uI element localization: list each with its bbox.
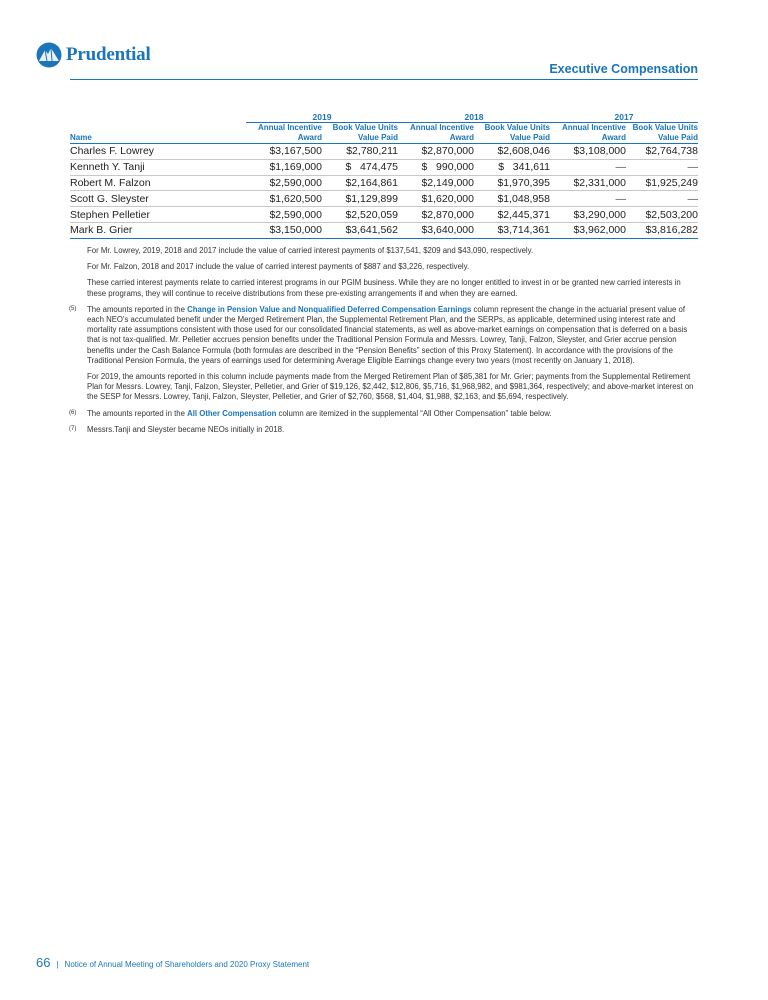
cell: $2,870,000 [398,144,474,160]
cell: $2,164,861 [322,175,398,191]
cell: $2,590,000 [246,175,322,191]
table-row [70,175,698,191]
name-header: Name [70,123,246,144]
note-lowrey-carried-interest: For Mr. Lowrey, 2019, 2018 and 2017 include the value of carried interest payments of $137,541, $209 and $43,090, respectively. [87,246,534,255]
cell: $2,445,371 [474,207,550,223]
cell: $3,640,000 [398,222,474,238]
cell: $3,714,361 [474,222,550,238]
cell: — [550,191,626,207]
cell: $2,590,000 [246,207,322,223]
cell: $2,870,000 [398,207,474,223]
col-header: Annual Incentive Award [550,123,626,144]
col-header: Book Value Units Value Paid [322,123,398,144]
cell: $1,970,395 [474,175,550,191]
cell: $2,608,046 [474,144,550,160]
table-row [70,222,698,238]
note-text: The amounts reported in the [87,408,188,418]
year-header-row [70,112,698,123]
cell: $ 341,611 [474,159,550,175]
note-text: column are itemized in the supplemental “All Other Compensation” table below. [276,408,552,418]
cell: $ 474,475 [322,159,398,175]
row-name: Mark B. Grier [70,222,246,238]
cell: — [626,159,698,175]
footnotes [70,246,698,441]
cell: $2,764,738 [626,144,698,160]
cell: $1,620,500 [246,191,322,207]
cell: $1,129,899 [322,191,398,207]
cell: — [550,159,626,175]
year-2018: 2018 [398,112,550,123]
col-header: Annual Incentive Award [246,123,322,144]
cell: $3,641,562 [322,222,398,238]
table-row [70,207,698,223]
logo-text: Prudential [66,44,151,65]
cell: $2,149,000 [398,175,474,191]
col-header: Book Value Units Value Paid [474,123,550,144]
prudential-logo [36,42,151,68]
note-text: Messrs.Tanji and Sleyster became NEOs initially in 2018. [87,424,285,434]
page-footer [36,955,309,970]
table-row [70,191,698,207]
column-header-row [70,123,698,144]
cell: $1,620,000 [398,191,474,207]
footnote-5 [69,304,698,366]
note-bold-term: Change in Pension Value and Nonqualified Deferred Compensation Earnings [187,304,472,314]
footnote-marker: (7) [69,425,77,432]
section-title: Executive Compensation [549,62,698,76]
footnote-7 [69,424,698,435]
rock-logo-icon [36,42,62,68]
cell: $3,167,500 [246,144,322,160]
cell: $3,962,000 [550,222,626,238]
cell: $1,925,249 [626,175,698,191]
row-name: Charles F. Lowrey [70,144,246,160]
cell: $3,816,282 [626,222,698,238]
note-bold-term: All Other Compensation [187,408,277,418]
cell: $3,108,000 [550,144,626,160]
year-2017: 2017 [550,112,698,123]
table-row [70,144,698,160]
col-header: Annual Incentive Award [398,123,474,144]
note-falzon-carried-interest: For Mr. Falzon, 2018 and 2017 include the value of carried interest payments of $887 and $3,226, respectively. [87,262,470,272]
cell: $1,169,000 [246,159,322,175]
year-2019: 2019 [246,112,398,123]
cell: $2,503,200 [626,207,698,223]
row-name: Kenneth Y. Tanji [70,159,246,175]
note-carried-interest-programs: These carried interest payments relate to carried interest programs in our PGIM business. While they are no longer entitled to invest in or be granted new carried interests in these programs, they will continue to receive distributions from these pre-existing arrangements if and when they are earned. [87,278,681,298]
row-name: Scott G. Sleyster [70,191,246,207]
row-name: Stephen Pelletier [70,207,246,223]
compensation-table [70,112,698,239]
footnote-marker: (6) [69,409,77,416]
footer-separator: | [56,960,59,969]
note-text: column represent the change in the actuarial present value of each NEO's accumulated benefit under the Merged Retirement Plan, the Supplemental Retirement Plan, and the SERPs, as applicable, determined using interest rate and mortality rate assumptions consistent with those used for our consolidated financial statements, as well as above-market earnings on compensation that is deferred on a basis that is not tax-qualified. Mr. Pelletier accrues pension benefits under the Traditional Pension Formula and Messrs. Lowrey, Tanji, Falzon, Sleyster, and Grier accrue pension benefits under the Cash Balance Formula (both formulas are described in the “Pension Benefits” section of this Proxy Statement). In accordance with the provisions of the Traditional Pension Formula, the years of earnings used for determining Average Eligible Earnings change every two years (most recently on January 1, 2018). [87,304,688,365]
cell: $2,780,211 [322,144,398,160]
footnote-marker: (5) [69,305,77,312]
col-header: Book Value Units Value Paid [626,123,698,144]
row-name: Robert M. Falzon [70,175,246,191]
footer-text: Notice of Annual Meeting of Shareholders and 2020 Proxy Statement [64,960,310,969]
table-row [70,159,698,175]
cell: $3,150,000 [246,222,322,238]
note-text: The amounts reported in the [87,304,188,314]
cell: $2,331,000 [550,175,626,191]
cell: $2,520,059 [322,207,398,223]
header-divider [70,79,698,80]
cell: $3,290,000 [550,207,626,223]
footnote-5-continued: For 2019, the amounts reported in this column include payments made from the Merged Retirement Plan of $85,381 for Mr. Grier; payments from the Supplemental Retirement Plan for Messrs. Lowrey, Tanji, Falzon, Sleyster, Pelletier, and Grier of $19,126, $2,442, $12,806, $5,716, $1,968,982, and $981,364, respectively; and above-market interest on the SESP for Messrs. Lowrey, Tanji, Falzon, Sleyster, Pelletier, and Grier of $2,760, $568, $1,404, $1,988, $2,163, and $5,694, respectively. [87,372,694,402]
cell: $1,048,958 [474,191,550,207]
cell: $ 990,000 [398,159,474,175]
cell: — [626,191,698,207]
page-number: 66 [36,955,51,970]
footnote-6 [69,408,698,419]
